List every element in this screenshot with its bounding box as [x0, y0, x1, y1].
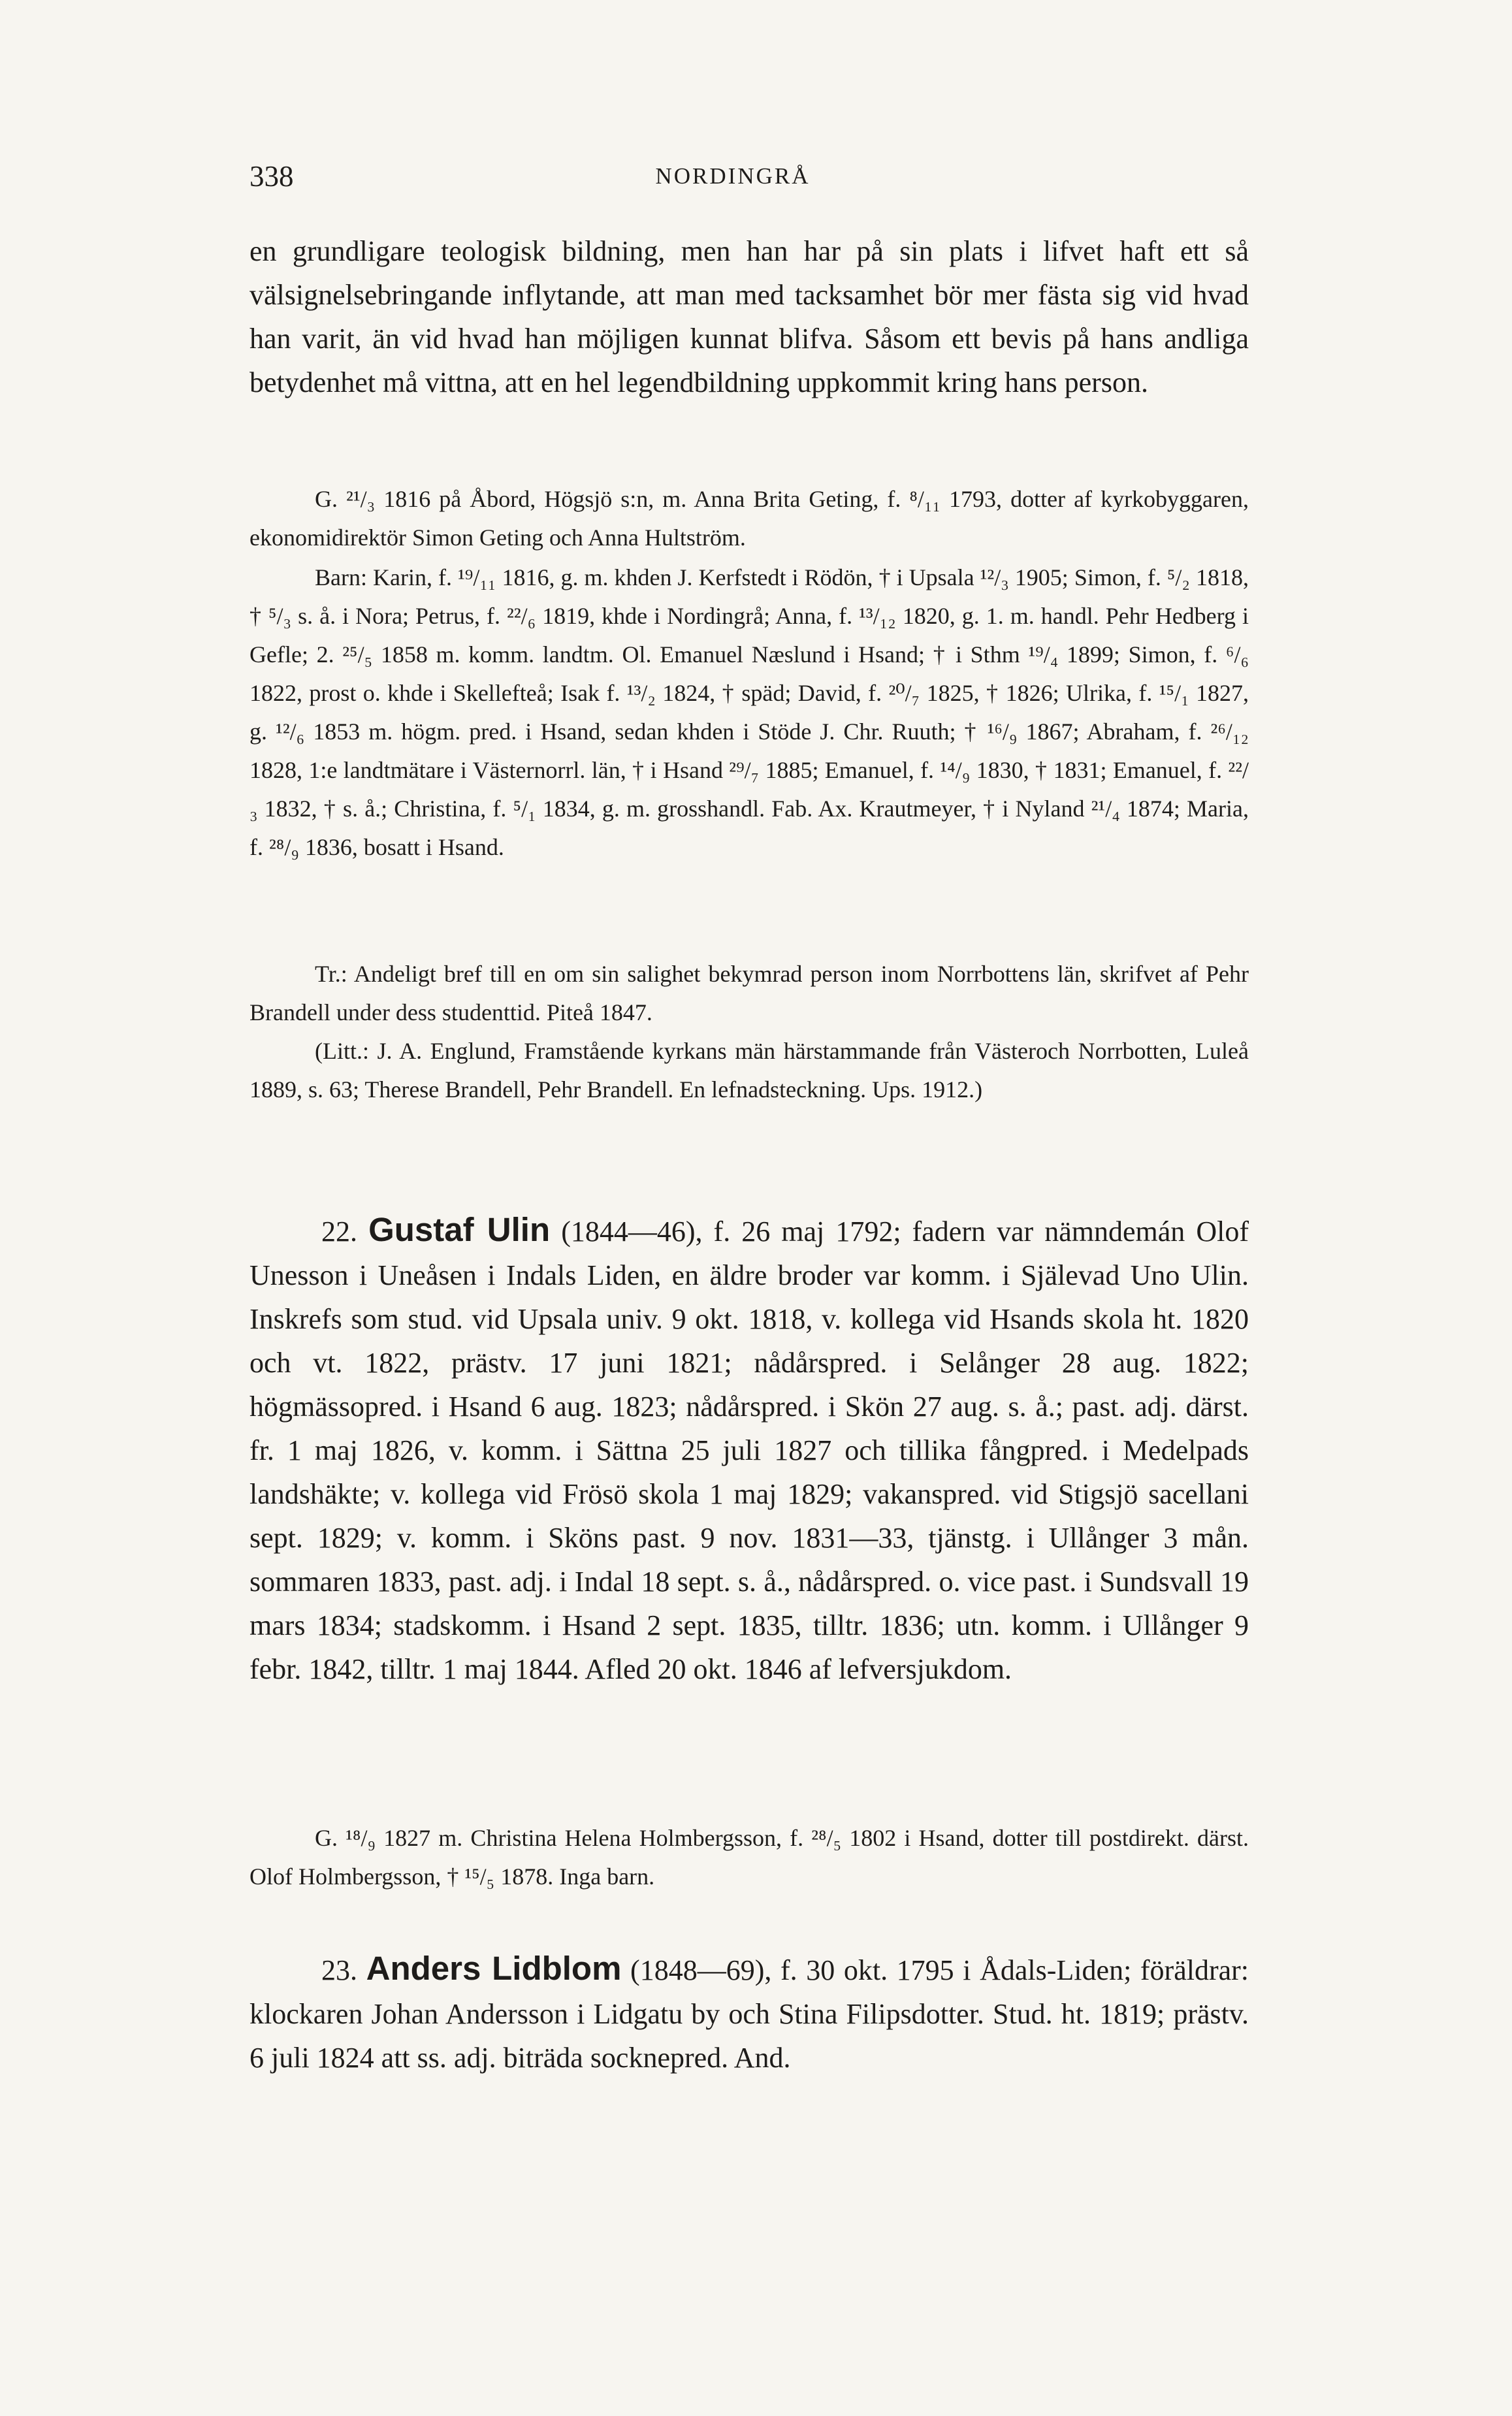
entry-22-marriage: G. ¹⁸/₉ 1827 m. Christina Helena Holmbergsson, f. ²⁸/₅ 1802 i Hsand, dotter till postdirekt. därst. Olof Holmbergsson, † ¹⁵/₅ 1878. Inga barn.	[249, 1825, 1249, 1890]
marriage-paragraph: G. ²¹/₃ 1816 på Åbord, Högsjö s:n, m. Anna Brita Geting, f. ⁸/₁₁ 1793, dotter af kyrkobyggaren, ekonomidirektör Simon Geting och Anna Hultström.	[249, 486, 1249, 551]
entry-23	[249, 1946, 1249, 2080]
children-paragraph: Barn: Karin, f. ¹⁹/₁₁ 1816, g. m. khden J. Kerfstedt i Rödön, † i Upsala ¹²/₃ 1905; Simon, f. ⁵/₂ 1818, † ⁵/₃ s. å. i Nora; Petrus, f. ²²/₆ 1819, khde i Nordingrå; Anna, f. ¹³/₁₂ 1820, g. 1. m. handl. Pehr Hedberg i Gefle; 2. ²⁵/₅ 1858 m. komm. landtm. Ol. Emanuel Næslund i Hsand; † i Sthm ¹⁹/₄ 1899; Simon, f. ⁶/₆ 1822, prost o. khde i Skellefteå; Isak f. ¹³/₂ 1824, † späd; David, f. ²⁰/₇ 1825, † 1826; Ulrika, f. ¹⁵/₁ 1827, g. ¹²/₆ 1853 m. högm. pred. i Hsand, sedan khden i Stöde J. Chr. Ruuth; † ¹⁶/₉ 1867; Abraham, f. ²⁶/₁₂ 1828, 1:e landtmätare i Västernorrl. län, † i Hsand ²⁹/₇ 1885; Emanuel, f. ¹⁴/₉ 1830, † 1831; Emanuel, f. ²²/₃ 1832, † s. å.; Christina, f. ⁵/₁ 1834, g. m. grosshandl. Fab. Ax. Krautmeyer, † i Nyland ²¹/₄ 1874; Maria, f. ²⁸/₉ 1836, bosatt i Hsand.	[249, 564, 1249, 860]
entry-22-number: 22.	[321, 1216, 357, 1248]
intro-paragraph: en grundligare teologisk bildning, men han har på sin plats i lifvet haft ett så välsignelsebringande inflytande, att man med tacksamhet bör mer fästa sig vid hvad han varit, än vid hvad han möjligen kunnat blifva. Såsom ett bevis på hans andliga betydenhet må vittna, att en hel legendbildning uppkommit kring hans person.	[249, 235, 1249, 398]
entry-23-name: Anders Lidblom	[366, 1950, 622, 1987]
entry-22-text: (1844—46), f. 26 maj 1792; fadern var nämndemán Olof Unesson i Uneåsen i Indals Liden, en äldre broder var komm. i Själevad Uno Ulin. Inskrefs som stud. vid Upsala univ. 9 okt. 1818, v. kollega vid Hsands skola ht. 1820 och vt. 1822, prästv. 17 juni 1821; nådårspred. i Selånger 28 aug. 1822; högmässopred. i Hsand 6 aug. 1823; nådårspred. i Skön 27 aug. s. å.; past. adj. därst. fr. 1 maj 1826, v. komm. i Sättna 25 juli 1827 och tillika fångpred. i Medelpads landshäkte; v. kollega vid Frösö skola 1 maj 1829; vakanspred. vid Stigsjö sacellani sept. 1829; v. komm. i Sköns past. 9 nov. 1831—33, tjänstg. i Ullånger 3 mån. sommaren 1833, past. adj. i Indal 18 sept. s. å., nådårspred. o. vice past. i Sundsvall 19 mars 1834; stadskomm. i Hsand 2 sept. 1835, tilltr. 1836; utn. komm. i Ullånger 9 febr. 1842, tilltr. 1 maj 1844. Afled 20 okt. 1846 af lefversjukdom.	[249, 1216, 1249, 1685]
litt-paragraph: (Litt.: J. A. Englund, Framstående kyrkans män härstammande från Västeroch Norrbotten, Luleå 1889, s. 63; Therese Brandell, Pehr Brandell. En lefnadsteckning. Ups. 1912.)	[249, 1038, 1249, 1103]
running-title: NORDINGRÅ	[655, 163, 811, 189]
entry-23-text: (1848—69), f. 30 okt. 1795 i Ådals-Liden; föräldrar: klockaren Johan Andersson i Lidgatu by och Stina Filipsdotter. Stud. ht. 1819; prästv. 6 juli 1824 att ss. adj. biträda socknepred. And.	[249, 1954, 1249, 2074]
page-header	[249, 159, 1216, 199]
entry-23-number: 23.	[321, 1954, 357, 1986]
page-number: 338	[249, 160, 294, 193]
tr-paragraph: Tr.: Andeligt bref till en om sin salighet bekymrad person inom Norrbottens län, skrifvet af Pehr Brandell under dess studenttid. Piteå 1847.	[249, 961, 1249, 1025]
entry-22	[249, 1208, 1249, 1691]
entry-22-name: Gustaf Ulin	[368, 1211, 551, 1248]
